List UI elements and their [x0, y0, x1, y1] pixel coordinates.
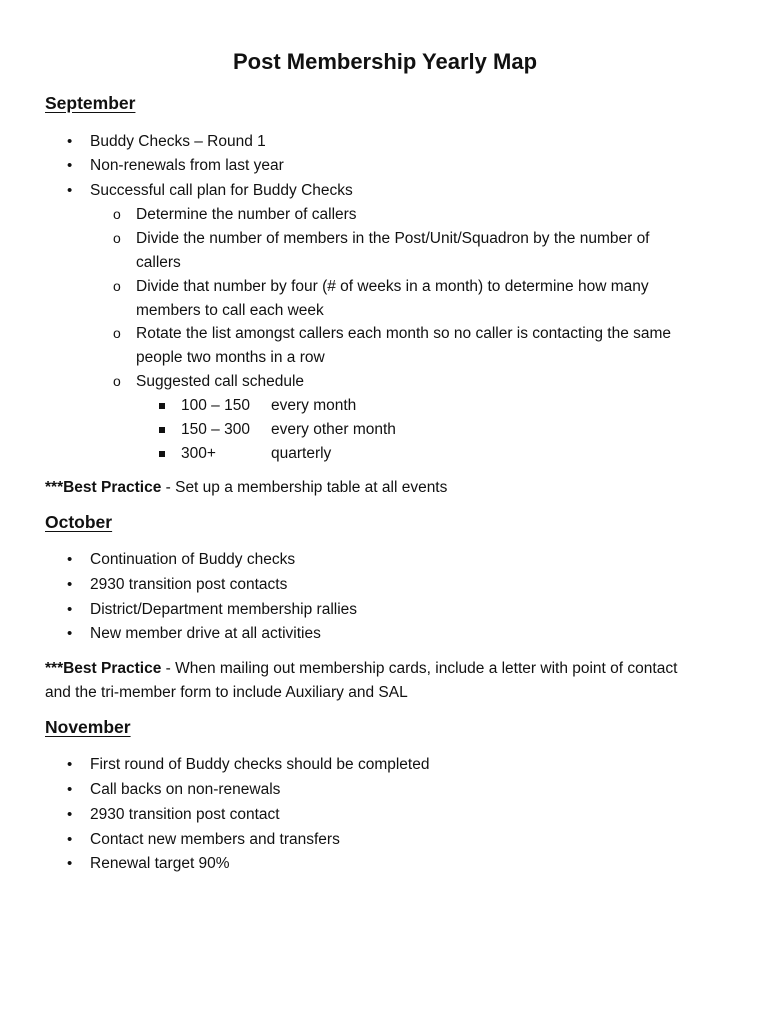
sub-list-item: o Rotate the list amongst callers each month so no caller is contacting the same	[136, 324, 671, 344]
list-item: • New member drive at all activities	[90, 624, 321, 644]
section-heading-october: October	[45, 512, 113, 532]
sub-list-item-continued: members to call each week	[136, 302, 324, 319]
best-practice-label: ***Best Practice	[45, 479, 162, 496]
list-item: • Continuation of Buddy checks	[90, 550, 295, 570]
schedule-item	[181, 420, 396, 440]
section-heading-november: November	[45, 717, 131, 737]
section-heading-september: September	[45, 93, 136, 113]
best-practice-note	[45, 478, 447, 498]
schedule-range: 300+	[181, 445, 216, 462]
best-practice-note	[45, 659, 677, 679]
list-item: • 2930 transition post contact	[90, 805, 280, 825]
sub-list-item: o Suggested call schedule	[136, 372, 304, 392]
sub-list-item-continued: callers	[136, 254, 181, 271]
sub-list-item: o Divide that number by four (# of weeks in a month) to determine how many	[136, 277, 649, 297]
page-title: Post Membership Yearly Map	[232, 49, 538, 74]
schedule-frequency: every other month	[271, 421, 396, 438]
best-practice-text: - Set up a membership table at all events	[161, 479, 448, 496]
list-item: • 2930 transition post contacts	[90, 575, 287, 595]
list-item: • Call backs on non-renewals	[90, 780, 280, 800]
schedule-item	[181, 444, 331, 464]
schedule-range: 150 – 300	[181, 421, 250, 438]
list-item: • Non-renewals from last year	[90, 156, 284, 176]
schedule-frequency: every month	[271, 397, 357, 414]
sub-list-item: o Determine the number of callers	[136, 205, 357, 225]
list-item: • First round of Buddy checks should be completed	[90, 755, 429, 775]
list-item: • District/Department membership rallies	[90, 600, 357, 620]
schedule-item	[181, 396, 356, 416]
schedule-range: 100 – 150	[181, 397, 250, 414]
list-item: • Contact new members and transfers	[90, 830, 340, 850]
sub-list-item: o Divide the number of members in the Post/Unit/Squadron by the number of	[136, 229, 650, 249]
sub-list-item-continued: people two months in a row	[136, 349, 325, 366]
best-practice-note-continued: and the tri-member form to include Auxiliary and SAL	[45, 684, 408, 701]
best-practice-label: ***Best Practice	[45, 660, 162, 677]
list-item: • Successful call plan for Buddy Checks	[90, 181, 353, 201]
schedule-frequency: quarterly	[271, 445, 332, 462]
list-item: • Buddy Checks – Round 1	[90, 132, 266, 152]
best-practice-text: - When mailing out membership cards, include a letter with point of contact	[161, 660, 678, 677]
list-item: • Renewal target 90%	[90, 854, 230, 874]
